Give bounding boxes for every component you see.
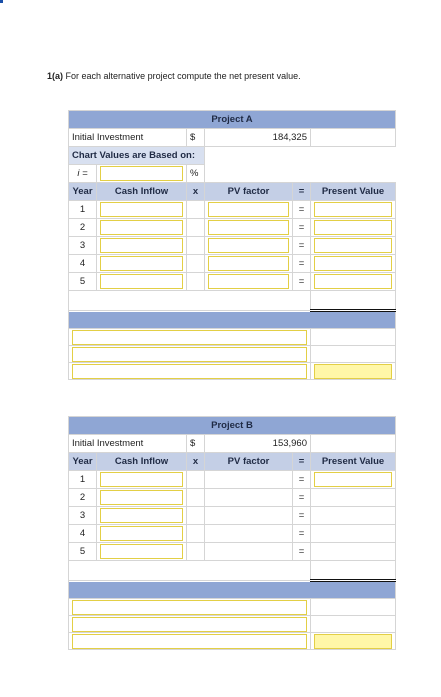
question-body: For each alternative project compute the net present value. xyxy=(65,71,301,81)
cash-inflow-input[interactable] xyxy=(100,238,183,253)
table-row xyxy=(69,201,396,219)
npv-label-input[interactable] xyxy=(72,347,307,362)
project-a-initial-investment-label: Initial Investment xyxy=(69,129,187,147)
npv-label-input[interactable] xyxy=(72,330,307,345)
cash-inflow-input[interactable] xyxy=(100,544,183,559)
corner-mark xyxy=(0,0,3,3)
present-value-input[interactable] xyxy=(314,238,392,253)
project-a-table xyxy=(68,110,396,380)
equals-sign: = xyxy=(293,507,311,525)
present-value-input[interactable] xyxy=(314,274,392,289)
equals-sign: = xyxy=(293,543,311,561)
cash-inflow-input[interactable] xyxy=(100,490,183,505)
present-value-cell[interactable] xyxy=(314,490,392,505)
table-row xyxy=(69,525,396,543)
project-b-npv-band xyxy=(69,581,396,599)
header-year: Year xyxy=(69,183,97,201)
cash-inflow-input[interactable] xyxy=(100,526,183,541)
header-cash-inflow: Cash Inflow xyxy=(97,183,187,201)
table-row xyxy=(69,543,396,561)
pv-factor-cell[interactable] xyxy=(208,544,289,559)
year-cell: 1 xyxy=(69,471,97,489)
table-row xyxy=(69,255,396,273)
project-a-title: Project A xyxy=(69,111,396,129)
total-present-value-cell xyxy=(311,291,396,311)
table-row xyxy=(69,471,396,489)
cash-inflow-input[interactable] xyxy=(100,256,183,271)
year-cell: 5 xyxy=(69,273,97,291)
header-present-value: Present Value xyxy=(311,453,396,471)
project-b-initial-investment-label: Initial Investment xyxy=(69,435,187,453)
project-b-currency: $ xyxy=(187,435,205,453)
equals-sign: = xyxy=(293,219,311,237)
present-value-cell[interactable] xyxy=(314,508,392,523)
year-cell: 3 xyxy=(69,507,97,525)
total-present-value-cell xyxy=(311,561,396,581)
header-present-value: Present Value xyxy=(311,183,396,201)
header-eq: = xyxy=(293,453,311,471)
present-value-input[interactable] xyxy=(314,220,392,235)
year-cell: 2 xyxy=(69,219,97,237)
pv-factor-cell[interactable] xyxy=(208,472,289,487)
pv-factor-cell[interactable] xyxy=(208,526,289,541)
header-eq: = xyxy=(293,183,311,201)
cash-inflow-input[interactable] xyxy=(100,508,183,523)
cash-inflow-input[interactable] xyxy=(100,274,183,289)
year-cell: 4 xyxy=(69,255,97,273)
equals-sign: = xyxy=(293,525,311,543)
question-label: 1(a) xyxy=(47,71,64,81)
project-a-initial-investment-value: 184,325 xyxy=(205,129,311,147)
npv-label-input[interactable] xyxy=(72,617,307,632)
equals-sign: = xyxy=(293,471,311,489)
cash-inflow-input[interactable] xyxy=(100,202,183,217)
pv-factor-input[interactable] xyxy=(208,274,289,289)
rate-cell xyxy=(97,165,187,183)
pv-factor-input[interactable] xyxy=(208,238,289,253)
pv-factor-input[interactable] xyxy=(208,202,289,217)
table-row xyxy=(69,489,396,507)
npv-result-input[interactable] xyxy=(314,634,392,649)
equals-sign: = xyxy=(293,273,311,291)
header-x: x xyxy=(187,453,205,471)
npv-label-input[interactable] xyxy=(72,600,307,615)
rate-input[interactable] xyxy=(100,166,183,181)
present-value-cell[interactable] xyxy=(314,526,392,541)
npv-result-input[interactable] xyxy=(314,364,392,379)
project-b-initial-investment-value: 153,960 xyxy=(205,435,311,453)
year-cell: 5 xyxy=(69,543,97,561)
equals-sign: = xyxy=(293,489,311,507)
header-pv-factor: PV factor xyxy=(205,453,293,471)
present-value-cell[interactable] xyxy=(314,544,392,559)
project-b-title: Project B xyxy=(69,417,396,435)
project-b-table xyxy=(68,416,396,650)
pv-factor-input[interactable] xyxy=(208,256,289,271)
year-cell: 3 xyxy=(69,237,97,255)
chart-values-label: Chart Values are Based on: xyxy=(69,147,205,165)
year-cell: 1 xyxy=(69,201,97,219)
year-cell: 4 xyxy=(69,525,97,543)
table-row xyxy=(69,237,396,255)
header-x: x xyxy=(187,183,205,201)
npv-label-input[interactable] xyxy=(72,364,307,379)
header-year: Year xyxy=(69,453,97,471)
table-row xyxy=(69,219,396,237)
cash-inflow-input[interactable] xyxy=(100,220,183,235)
pv-factor-cell[interactable] xyxy=(208,508,289,523)
pv-factor-cell[interactable] xyxy=(208,490,289,505)
table-row xyxy=(69,273,396,291)
question-text xyxy=(47,71,301,81)
header-cash-inflow: Cash Inflow xyxy=(97,453,187,471)
header-pv-factor: PV factor xyxy=(205,183,293,201)
rate-label: i = xyxy=(69,165,97,183)
cash-inflow-input[interactable] xyxy=(100,472,183,487)
project-a-npv-band xyxy=(69,311,396,329)
present-value-input[interactable] xyxy=(314,256,392,271)
percent-sign: % xyxy=(187,165,205,183)
equals-sign: = xyxy=(293,201,311,219)
equals-sign: = xyxy=(293,237,311,255)
equals-sign: = xyxy=(293,255,311,273)
present-value-input[interactable] xyxy=(314,202,392,217)
project-a-currency: $ xyxy=(187,129,205,147)
year-cell: 2 xyxy=(69,489,97,507)
pv-factor-input[interactable] xyxy=(208,220,289,235)
present-value-input[interactable] xyxy=(314,472,392,487)
npv-label-input[interactable] xyxy=(72,634,307,649)
table-row xyxy=(69,507,396,525)
